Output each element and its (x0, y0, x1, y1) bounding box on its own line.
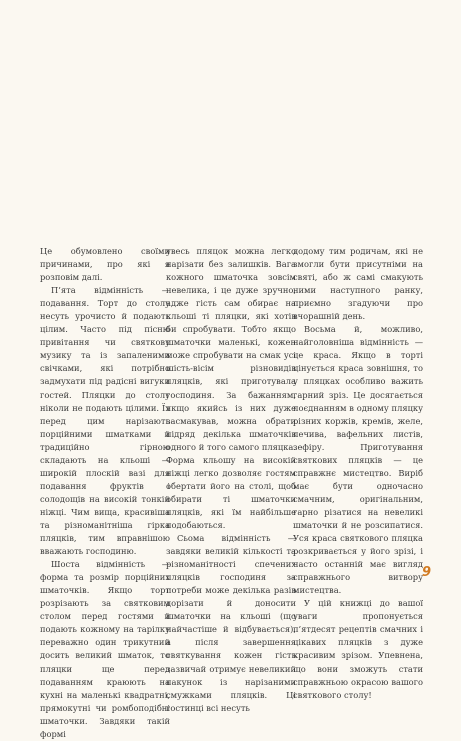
page-number: 9 (421, 565, 431, 580)
paragraph: Шоста відмінність — форма та розмір порційних шматочків. Якщо торт розрізають за святковим столом перед гостями й подають кожному на тарілку переважно один трикутний досить великий шматок, то пляцки ще перед подаванням краюють на кухні на маленькі квадратні, прямокутні чи ромбоподібні шматочки. Завдяки такій формі (40, 559, 170, 739)
paragraph: увесь пляцок можна легко нарізати без залишків. Вага кожного шматочка зовсім невелика, і це дуже зручно, адже гість сам обирає на кльоші ті пляцки, які хотів би спробувати. Тобто якщо шматочки маленькі, кожен може спробувати на смак усі шість-вісім різновидів пляцків, які приготувала господиня. За бажанням, якщо якийсь із них дуже засмакував, можна обрати підряд декілька шматочків одного й того самого пляцка. Форма кльошу на високій ніжці легко дозволяє гостям обертати його на столі, щоб обирати ті шматочки пляцків, які їм найбільше подобаються. (166, 246, 296, 530)
text-column-1 (40, 245, 170, 741)
paragraph: П’ята відмінність — подавання. Торт до столу несуть урочисто й подають цілим. Часто під пісню привітання чи святкову музику та із запаленими свічками, які потрібно задмухати під радісні вигуки гостей. Пляцки до столу ніколи не подають цілими. Їх перед цим нарізають порційними шматками й традиційно гірною складають на кльоші — широкій плоскій вазі для подавання фруктів і солодощів на високій тонкій ніжці. Чим вища, красивіша та різноманітніша гірка пляцків, тим вправнішою вважають господиню. (40, 285, 170, 557)
paragraph: додому тим родичам, які не змогли бути присутніми на святі, або ж самі смакують ними наступного ранку, приємно згадуючи про вчорашній день. (293, 246, 423, 322)
text-column-3 (293, 245, 423, 702)
paragraph: Восьма й, можливо, найголовніша відмінність — це краса. Якщо в торті цінується краса зовнішня, то у пляцках особливо важить гарний зріз. Це досягається поєднанням в одному пляцку різних коржів, кремів, желе, печива, вафельних листів, зефіру. Приготування святкових пляцків — це справжнє мистецтво. Вирiб має бути одночасно смачним, оригінальним, гарно різатися на невеликі шматочки й не розсипатися. Уся краса святкового пляцка розкривається у його зрізі, і часто останній має вигляд справжнього витвору мистецтва. (293, 324, 423, 596)
paragraph: Сьома відмінність — завдяки великій кількості та різноманітності спечених пляцків господиня за потреби може декілька разів дорізати й доносити шматочки на кльоші (що найчастіше й відбувається), а після завершення святкування кожен гість зазвичай отримує невеликий пакунок із нарізаними смужками пляцків. Ці гостинці всі несуть (166, 533, 296, 713)
text-column-2 (166, 245, 296, 715)
paragraph: Це обумовлено своїми причинами, про які я розповім далі. (40, 246, 170, 283)
paragraph: У цій книжці до вашої уваги пропонується п’ятдесят рецептів смачних і цікавих пляцків з дуже красивим зрізом. Упевнена, що вони зможуть стати справжньою окрасою вашого святкового столу! (293, 598, 423, 700)
